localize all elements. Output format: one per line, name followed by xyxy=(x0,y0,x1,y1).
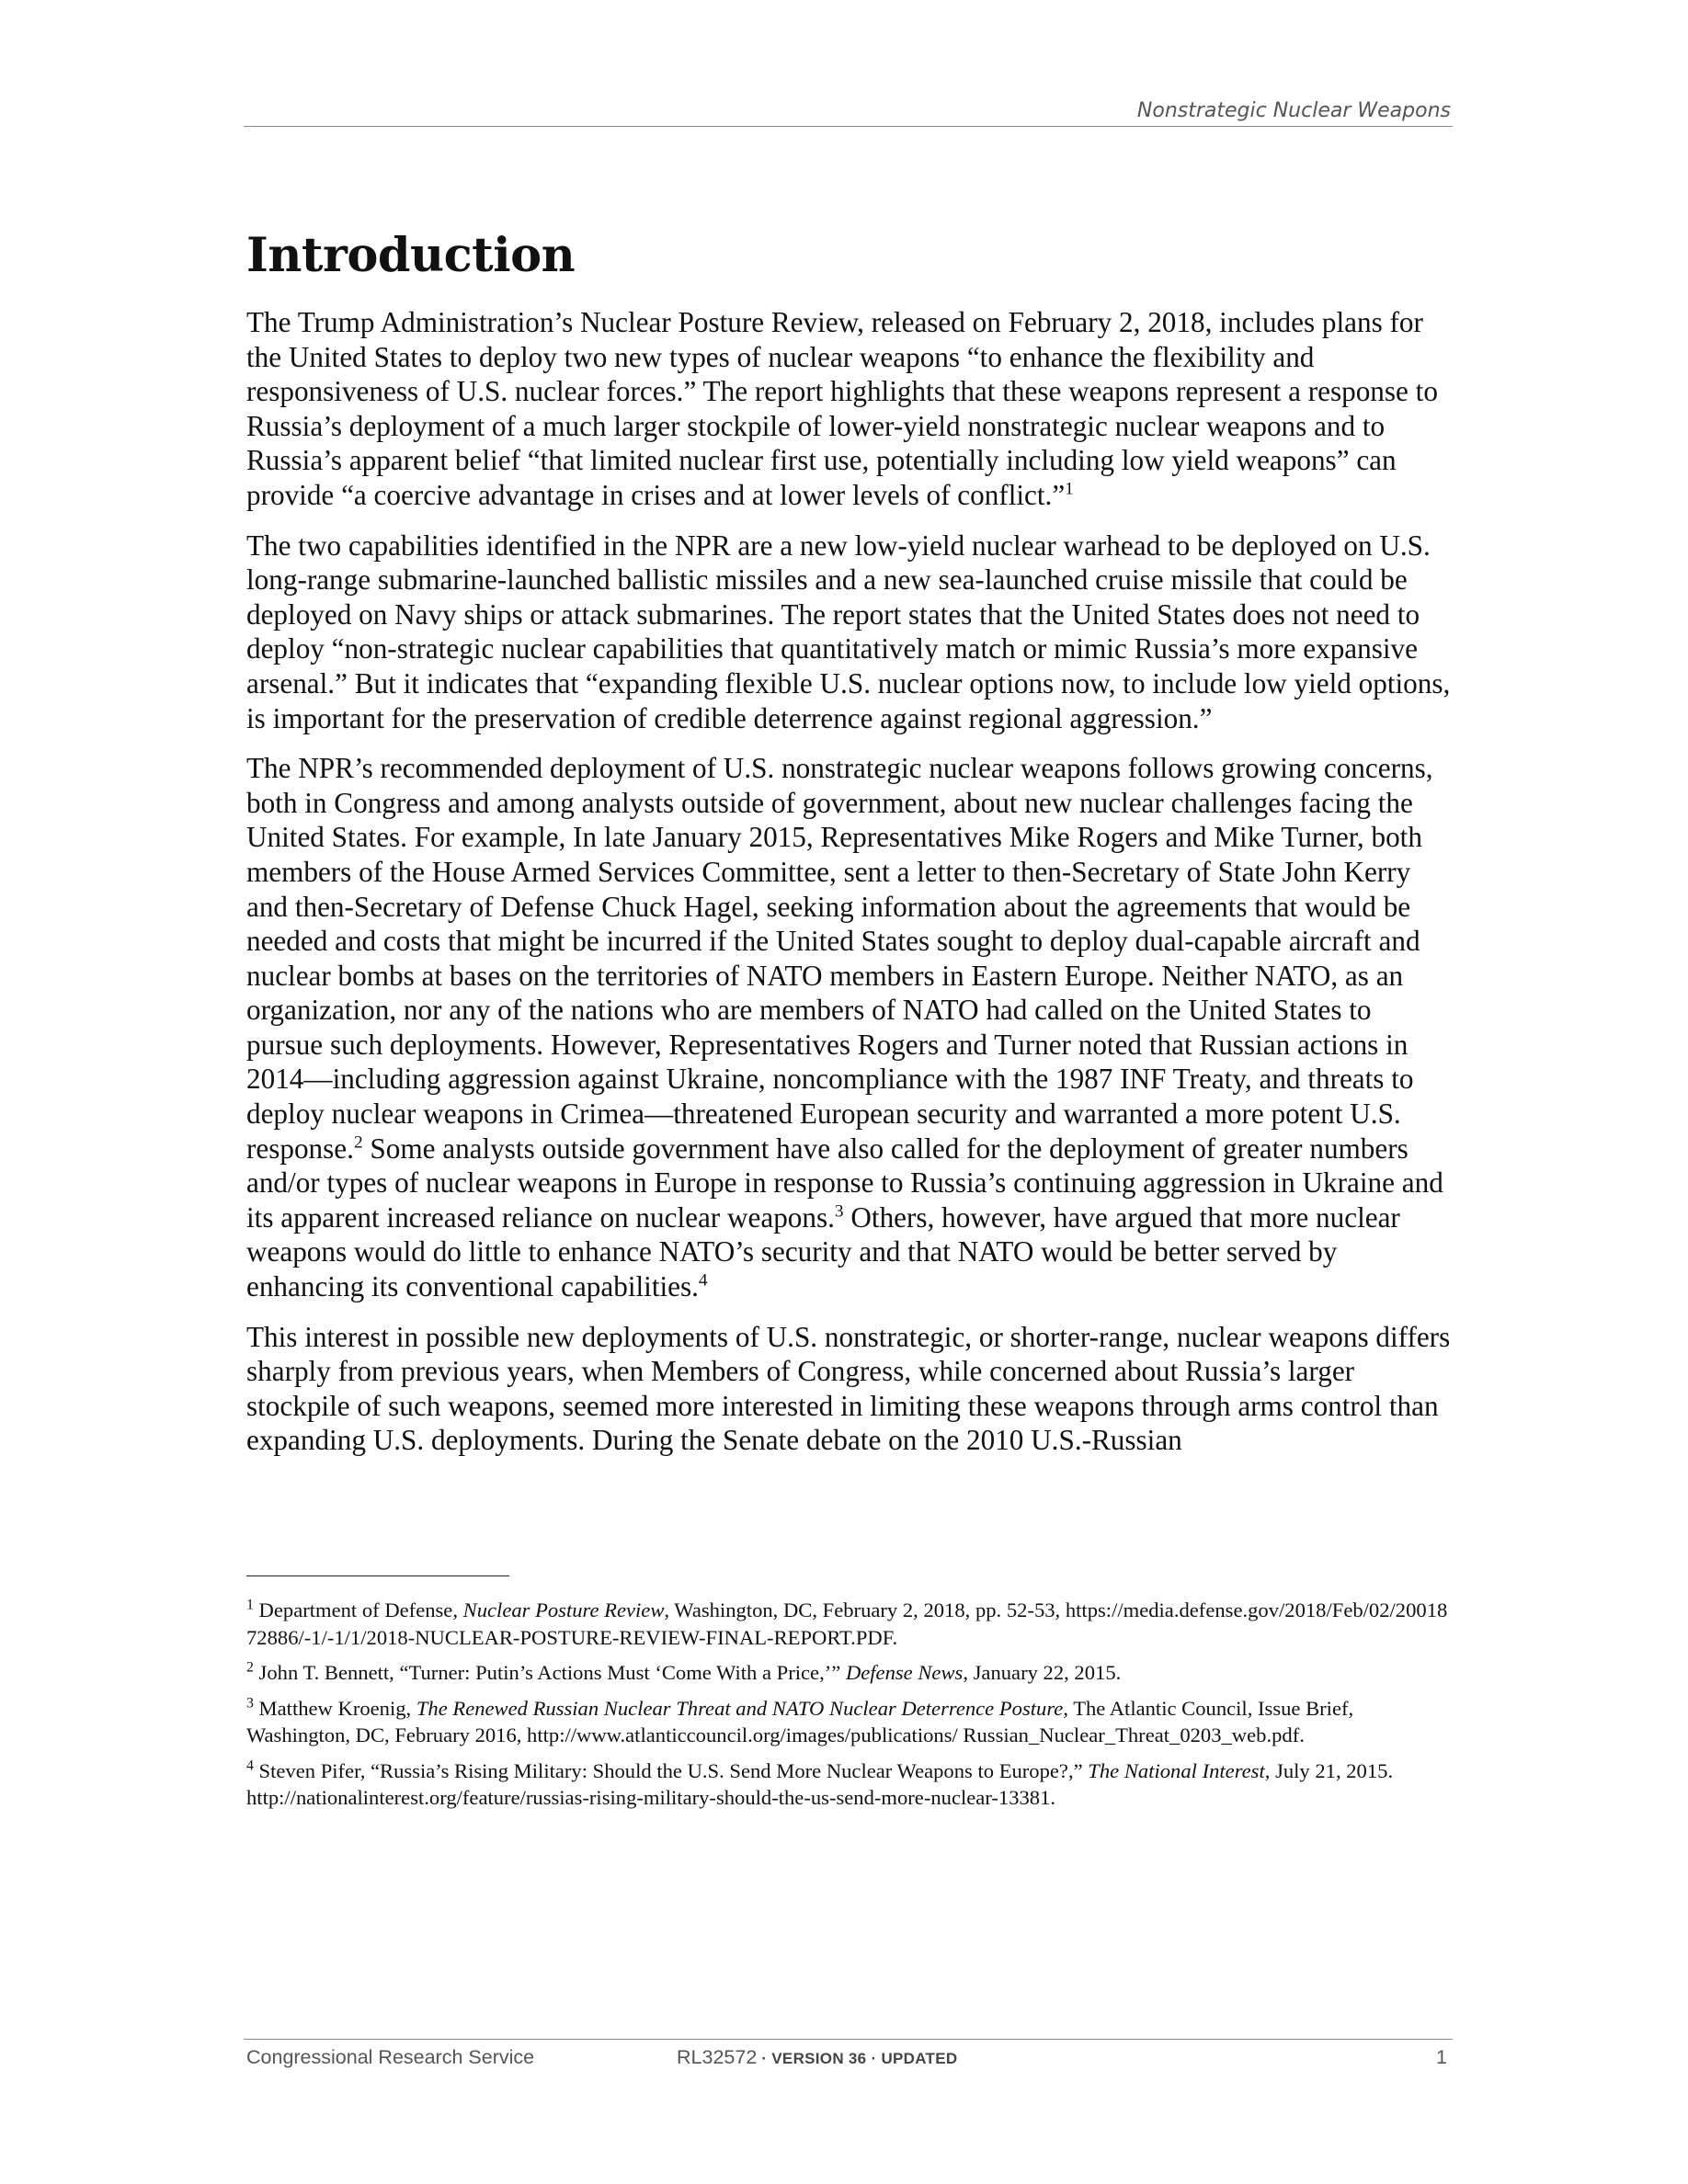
text-run: John T. Bennett, “Turner: Putin’s Actions Must ‘Come With a Price,’” xyxy=(253,1661,846,1684)
text-run: This interest in possible new deployments of U.S. nonstrategic, or shorter-range, nuclear weapons differs sharply from previous years, when Members of Congress, while concerned about Russia’s larger stockpile of such weapons, seemed more interested in limiting these weapons through arms control than expanding U.S. deployments. During the Senate debate on the 2010 U.S.-Russian xyxy=(246,1320,1451,1457)
url-text: https://media.defense.gov/2018/Feb/02/2001872886/-1/-1/1/2018-NUCLEAR-POSTURE-REVIEW-FINAL-REPORT.PDF. xyxy=(246,1598,1448,1649)
footnote-reference: 4 xyxy=(246,1757,254,1773)
footer-report-number: RL32572 xyxy=(677,2046,758,2068)
body-text xyxy=(246,305,1453,1473)
body-paragraph xyxy=(246,1320,1453,1458)
footnote-reference: 3 xyxy=(834,1201,844,1222)
italic-title: The Renewed Russian Nuclear Threat and NATO Nuclear Deterrence Posture xyxy=(416,1696,1064,1720)
page-number: 1 xyxy=(1436,2046,1447,2068)
footer-rule xyxy=(244,2039,1453,2040)
text-run: Matthew Kroenig, xyxy=(253,1696,416,1720)
text-run: The two capabilities identified in the NPR are a new low-yield nuclear warhead to be deployed on U.S. long-range submarine-launched ballistic missiles and a new sea-launched cruise missile that could be deployed on Navy ships or attack submarines. The report states that the United States does not need to deploy “non-strategic nuclear capabilities that quantitatively match or mimic Russia’s more expansive arsenal.” But it indicates that “expanding flexible U.S. nuclear options now, to include low yield options, is important for the preservation of credible deterrence against regional aggression.” xyxy=(246,529,1451,734)
text-run: Others, however, have argued that more nuclear weapons would do little to enhance NATO’s security and that NATO would be better served by enhancing its conventional capabilities. xyxy=(246,1200,1400,1303)
italic-title: Nuclear Posture Review xyxy=(462,1598,665,1621)
italic-title: Defense News xyxy=(845,1661,964,1684)
text-run: , January 22, 2015. xyxy=(963,1661,1122,1684)
footer-report-id xyxy=(677,2046,957,2069)
footnote xyxy=(246,1757,1453,1812)
footer-version: · VERSION 36 · UPDATED xyxy=(757,2050,958,2067)
body-paragraph xyxy=(246,751,1453,1304)
footnote-separator xyxy=(246,1575,509,1576)
footnote-reference: 2 xyxy=(246,1659,254,1676)
section-title: Introduction xyxy=(246,228,576,283)
text-run: The Trump Administration’s Nuclear Posture Review, released on February 2, 2018, includes plans for the United States to deploy two new types of nuclear weapons “to enhance the flexibility and responsiveness of U.S. nuclear forces.” The report highlights that these weapons represent a response to Russia’s deployment of a much larger stockpile of lower-yield nonstrategic nuclear weapons and to Russia’s apparent belief “that limited nuclear first use, potentially including low yield weapons” can provide “a coercive advantage in crises and at lower levels of conflict.” xyxy=(246,306,1438,511)
footnotes xyxy=(246,1597,1453,1820)
footnote-reference: 1 xyxy=(1065,479,1074,499)
footnote xyxy=(246,1659,1453,1687)
italic-title: The National Interest xyxy=(1088,1758,1265,1782)
footnote-reference: 3 xyxy=(246,1694,254,1711)
page-footer xyxy=(246,2046,1453,2074)
footnote-reference: 1 xyxy=(246,1597,254,1613)
text-run: , The Atlantic Council, Issue Brief, Washington, DC, February 2016, http://www.atlanticcouncil.org/images/publications/ Russian_Nuclear_Threat_0203_web.pdf. xyxy=(246,1696,1354,1746)
text-run: , Washington, DC, February 2, 2018, pp. 52-53, xyxy=(664,1598,1066,1621)
footnote-reference: 4 xyxy=(698,1270,708,1291)
body-paragraph xyxy=(246,305,1453,513)
text-run: Steven Pifer, “Russia’s Rising Military: Should the U.S. Send More Nuclear Weapons to Europe?,” xyxy=(253,1758,1089,1782)
header-rule xyxy=(244,126,1453,127)
body-paragraph xyxy=(246,529,1453,736)
text-run: The NPR’s recommended deployment of U.S. nonstrategic nuclear weapons follows growing concerns, both in Congress and among analysts outside of government, about new nuclear challenges facing the United States. For example, In late January 2015, Representatives Mike Rogers and Mike Turner, both members of the House Armed Services Committee, sent a letter to then-Secretary of State John Kerry and then-Secretary of Defense Chuck Hagel, seeking information about the agreements that would be needed and costs that might be incurred if the United States sought to deploy dual-capable aircraft and nuclear bombs at bases on the territories of NATO members in Eastern Europe. Neither NATO, as an organization, nor any of the nations who are members of NATO had called on the United States to pursue such deployments. However, Representatives Rogers and Turner noted that Russian actions in 2014—including aggression against Ukraine, noncompliance with the 1987 INF Treaty, and threats to deploy nuclear weapons in Crimea—threatened European security and warranted a more potent U.S. response. xyxy=(246,752,1433,1165)
text-run: , July 21, 2015. http://nationalinterest.org/feature/russias-rising-military-should-the-us-send-more-nuclear-13381. xyxy=(246,1758,1394,1809)
running-header: Nonstrategic Nuclear Weapons xyxy=(1136,99,1451,122)
text-run: Department of Defense, xyxy=(253,1598,463,1621)
footer-organization: Congressional Research Service xyxy=(246,2046,535,2068)
text-run: Some analysts outside government have also called for the deployment of greater numbers and/or types of nuclear weapons in Europe in response to Russia’s continuing aggression in Ukraine and its apparent increased reliance on nuclear weapons. xyxy=(246,1132,1443,1234)
footnote xyxy=(246,1597,1453,1651)
footnote xyxy=(246,1695,1453,1749)
footnote-reference: 2 xyxy=(353,1132,363,1153)
